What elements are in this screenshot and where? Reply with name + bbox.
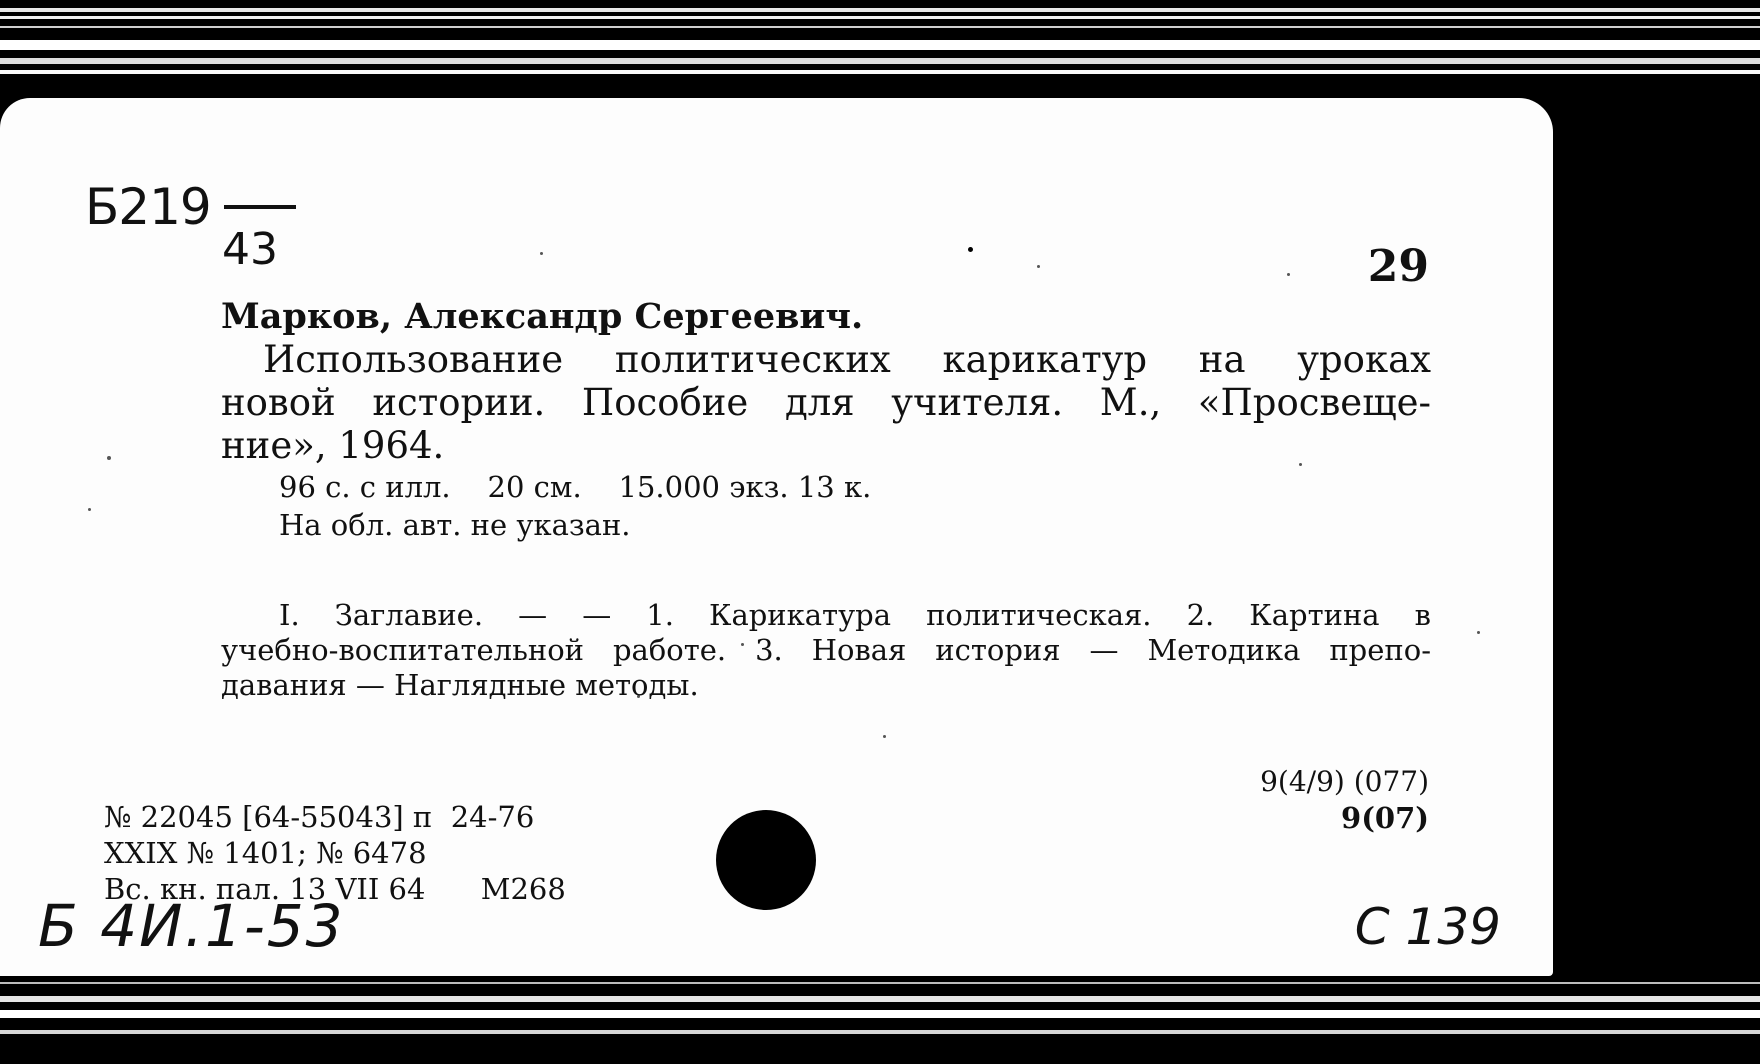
tracing-line: давания — Наглядные методы. [221, 668, 699, 702]
handwritten-code: С 139 [1354, 898, 1501, 956]
title-line: Использование политических карикатур на уроках [263, 338, 1431, 381]
title-line: новой истории. Пособие для учителя. М., «Просвеще- [221, 381, 1431, 424]
tracing-line: учебно-воспитательной работе. 3. Новая история — Методика препо- [221, 633, 1431, 667]
imprint-line: XXIX № 1401; № 6478 [104, 836, 427, 870]
author-note: На обл. авт. не указан. [279, 508, 631, 542]
handwritten-shelf-mark: Б 4И.1-53 [38, 892, 345, 960]
author-heading: Марков, Александр Сергеевич. [221, 296, 864, 337]
call-number-rule [224, 205, 296, 209]
dust-speck [88, 508, 91, 511]
dust-speck [1477, 631, 1480, 634]
call-number-top: Б219 [85, 178, 211, 236]
dust-speck [1037, 265, 1040, 268]
title-line: ние», 1964. [221, 424, 445, 467]
call-number-bottom: 43 [222, 224, 278, 275]
dust-speck [1287, 273, 1290, 276]
imprint-line: Вс. кн. пал. 13 VII 64 М268 [104, 872, 566, 906]
title-statement [221, 338, 1431, 467]
film-edge-bottom [0, 968, 1760, 1064]
collation-line: 96 с. с илл. 20 см. 15.000 экз. 13 к. [279, 470, 872, 504]
imprint-line: № 22045 [64-55043] п 24-76 [104, 800, 535, 834]
punch-hole [716, 810, 816, 910]
classification-primary: 9(4/9) (077) [1260, 765, 1429, 798]
card-page-number: 29 [1367, 241, 1429, 292]
dust-speck [968, 247, 973, 252]
subject-tracings [221, 598, 1431, 703]
dust-speck [540, 252, 543, 255]
film-edge-top [0, 0, 1760, 96]
tracing-line: I. Заглавие. — — 1. Карикатура политическая. 2. Картина в [279, 598, 1431, 632]
dust-speck [107, 456, 111, 460]
classification-secondary: 9(07) [1341, 801, 1429, 835]
dust-speck [883, 735, 886, 738]
catalog-card [0, 98, 1553, 976]
